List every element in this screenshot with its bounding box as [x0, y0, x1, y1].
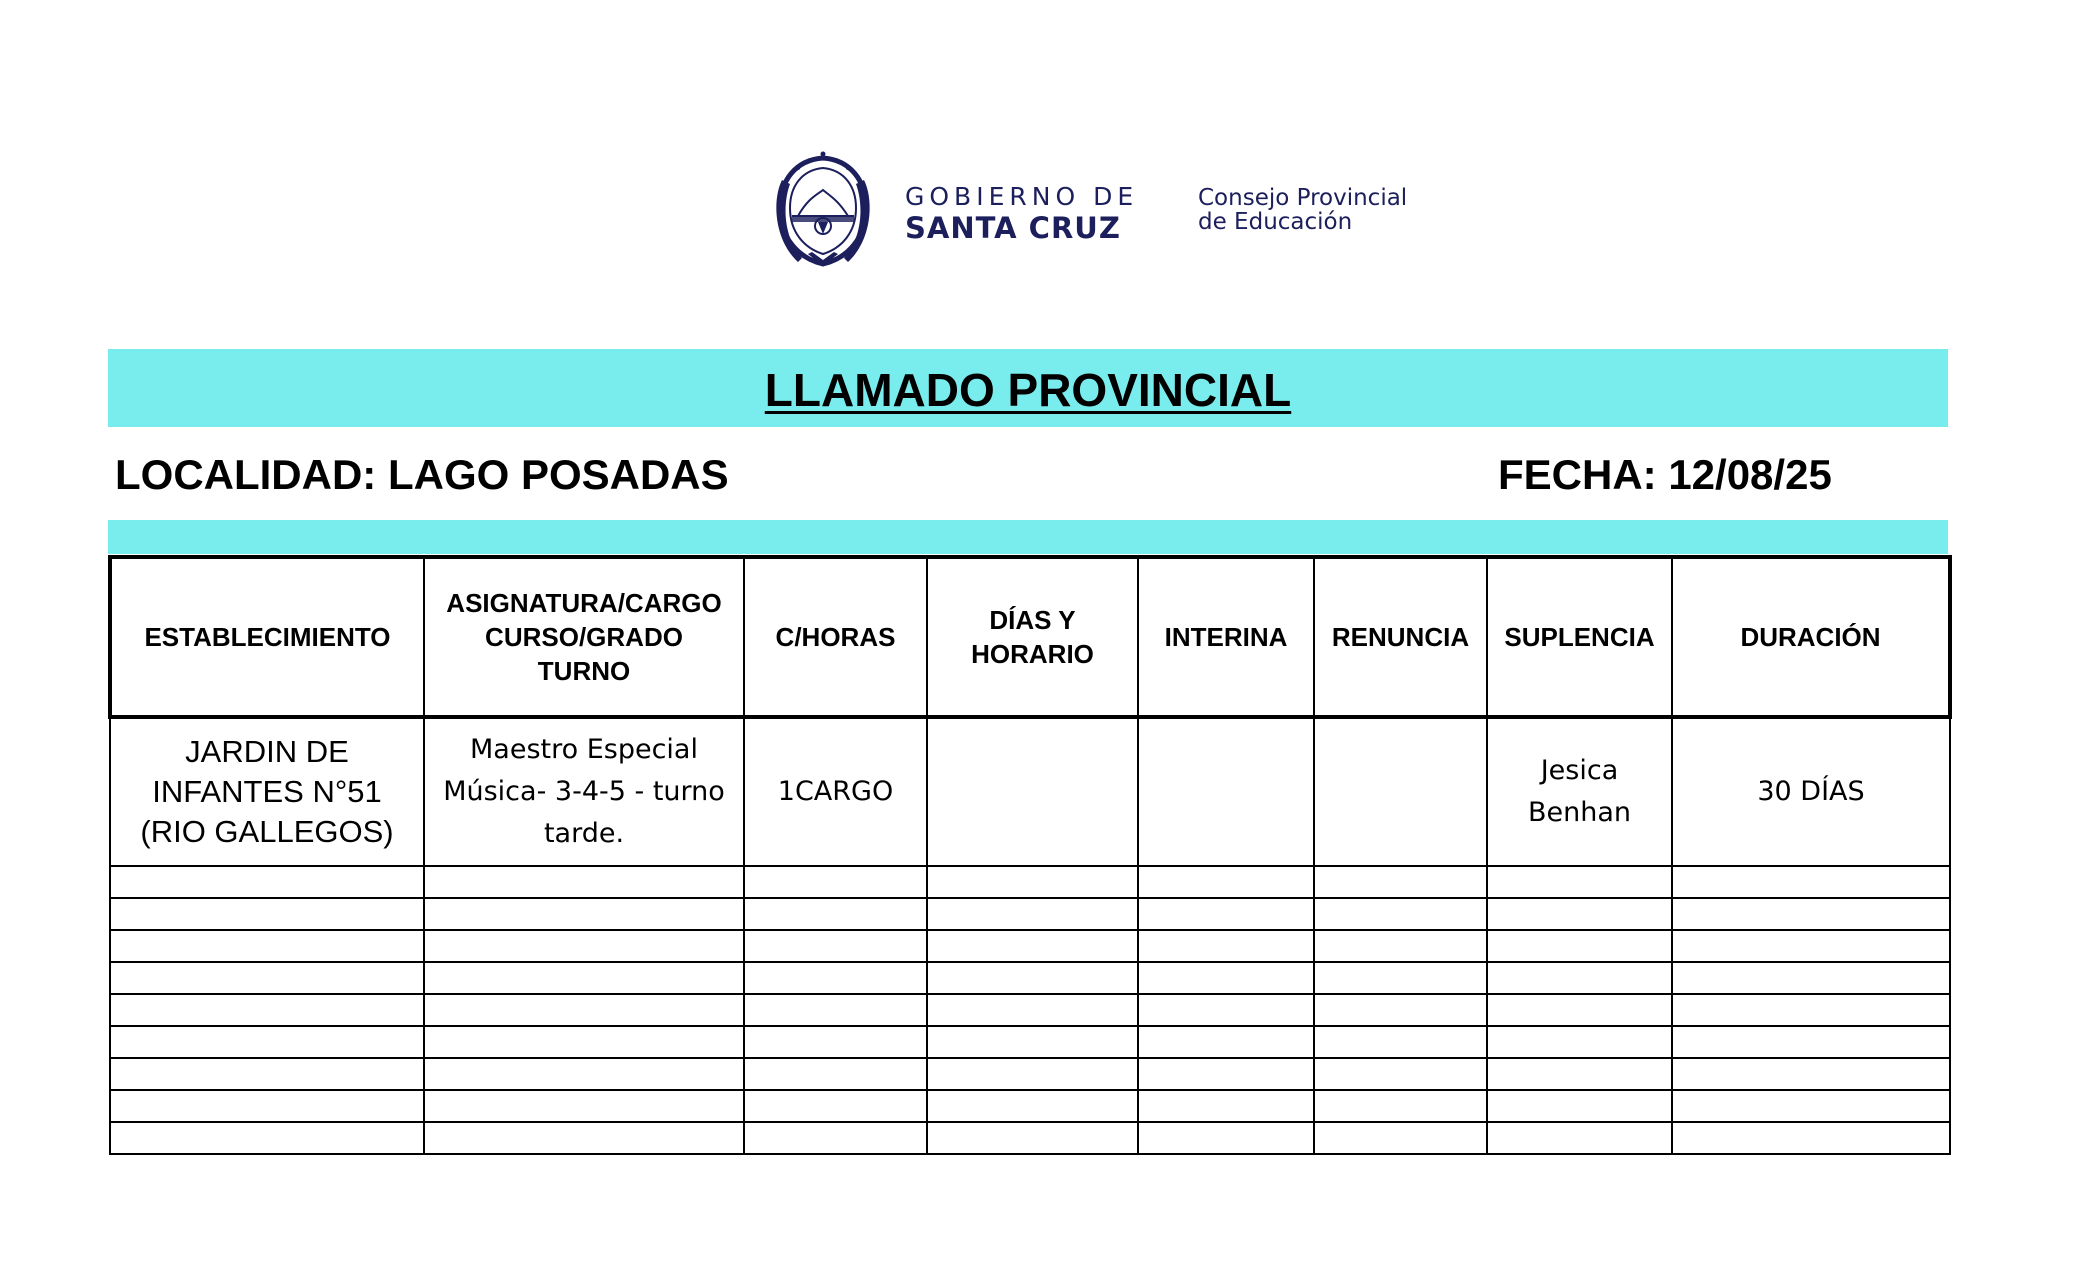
- empty-cell: [110, 866, 424, 898]
- empty-cell: [110, 898, 424, 930]
- council-name: [1198, 186, 1407, 234]
- empty-cell: [424, 898, 744, 930]
- empty-cell: [1314, 930, 1487, 962]
- table-header-row: [110, 557, 1950, 717]
- call-table: [108, 555, 1952, 1155]
- empty-cell: [744, 930, 927, 962]
- empty-cell: [110, 930, 424, 962]
- header-horas: C/HORAS: [744, 557, 927, 717]
- empty-cell: [744, 1026, 927, 1058]
- cell-suplencia: Jesica Benhan: [1487, 717, 1672, 866]
- empty-cell: [1138, 866, 1314, 898]
- empty-cell: [927, 866, 1138, 898]
- empty-cell: [927, 1058, 1138, 1090]
- empty-cell: [110, 1058, 424, 1090]
- empty-cell: [1138, 1122, 1314, 1154]
- separator-band: [108, 520, 1948, 554]
- empty-cell: [1487, 962, 1672, 994]
- empty-cell: [424, 994, 744, 1026]
- empty-cell: [1487, 898, 1672, 930]
- cell-interina: [1138, 717, 1314, 866]
- empty-cell: [1138, 930, 1314, 962]
- empty-table-row: [110, 1090, 1950, 1122]
- header-renuncia: RENUNCIA: [1314, 557, 1487, 717]
- cell-dias-horario: [927, 717, 1138, 866]
- council-line-2: de Educación: [1198, 209, 1353, 235]
- empty-cell: [927, 1122, 1138, 1154]
- empty-cell: [1314, 962, 1487, 994]
- date-label: FECHA: 12/08/25: [1498, 451, 1832, 498]
- empty-cell: [1672, 1122, 1950, 1154]
- empty-cell: [744, 866, 927, 898]
- gov-line-2: SANTA CRUZ: [905, 211, 1121, 245]
- cell-horas: 1CARGO: [744, 717, 927, 866]
- empty-cell: [110, 994, 424, 1026]
- empty-table-row: [110, 1058, 1950, 1090]
- empty-cell: [1672, 1026, 1950, 1058]
- empty-cell: [1487, 1122, 1672, 1154]
- empty-table-row: [110, 962, 1950, 994]
- empty-cell: [110, 1090, 424, 1122]
- cell-duracion: 30 DÍAS: [1672, 717, 1950, 866]
- council-line-1: Consejo Provincial: [1198, 185, 1408, 211]
- empty-cell: [1487, 930, 1672, 962]
- page-title: LLAMADO PROVINCIAL: [764, 364, 1292, 416]
- empty-cell: [1314, 1090, 1487, 1122]
- empty-cell: [1672, 930, 1950, 962]
- empty-cell: [1138, 898, 1314, 930]
- header-asignatura: ASIGNATURA/CARGO CURSO/GRADO TURNO: [424, 557, 744, 717]
- empty-cell: [927, 930, 1138, 962]
- empty-cell: [1672, 994, 1950, 1026]
- cell-establecimiento: JARDIN DE INFANTES N°51 (RIO GALLEGOS): [110, 717, 424, 866]
- empty-cell: [110, 1122, 424, 1154]
- header-suplencia: SUPLENCIA: [1487, 557, 1672, 717]
- empty-cell: [1138, 1090, 1314, 1122]
- empty-cell: [1314, 866, 1487, 898]
- empty-table-row: [110, 1122, 1950, 1154]
- empty-table-row: [110, 930, 1950, 962]
- empty-cell: [1314, 1122, 1487, 1154]
- empty-cell: [424, 866, 744, 898]
- empty-cell: [1314, 994, 1487, 1026]
- cell-renuncia: [1314, 717, 1487, 866]
- empty-cell: [1487, 994, 1672, 1026]
- empty-cell: [1672, 962, 1950, 994]
- header-dias-horario: DÍAS Y HORARIO: [927, 557, 1138, 717]
- empty-table-row: [110, 866, 1950, 898]
- title-band: [108, 349, 1948, 427]
- empty-cell: [110, 1026, 424, 1058]
- empty-cell: [424, 1026, 744, 1058]
- empty-cell: [744, 994, 927, 1026]
- cell-asignatura: Maestro Especial Música- 3-4-5 - turno tarde.: [424, 717, 744, 866]
- empty-cell: [1138, 1058, 1314, 1090]
- empty-table-row: [110, 994, 1950, 1026]
- empty-cell: [1314, 1058, 1487, 1090]
- empty-cell: [1314, 1026, 1487, 1058]
- table-row: [110, 717, 1950, 866]
- empty-cell: [1138, 1026, 1314, 1058]
- empty-cell: [927, 962, 1138, 994]
- government-name: [905, 182, 1138, 244]
- empty-cell: [424, 1058, 744, 1090]
- empty-table-row: [110, 898, 1950, 930]
- empty-cell: [1314, 898, 1487, 930]
- empty-cell: [1672, 1058, 1950, 1090]
- empty-cell: [424, 930, 744, 962]
- empty-cell: [1672, 866, 1950, 898]
- empty-cell: [1138, 962, 1314, 994]
- header-interina: INTERINA: [1138, 557, 1314, 717]
- empty-cell: [1672, 898, 1950, 930]
- empty-cell: [744, 1058, 927, 1090]
- locality-label: LOCALIDAD: LAGO POSADAS: [115, 451, 729, 498]
- empty-cell: [1487, 1026, 1672, 1058]
- header-establecimiento: ESTABLECIMIENTO: [110, 557, 424, 717]
- header-logo: [768, 150, 1488, 270]
- empty-cell: [927, 994, 1138, 1026]
- empty-cell: [927, 1090, 1138, 1122]
- empty-cell: [927, 898, 1138, 930]
- empty-cell: [744, 1122, 927, 1154]
- santa-cruz-seal-icon: [768, 150, 878, 270]
- empty-cell: [424, 1122, 744, 1154]
- empty-cell: [424, 1090, 744, 1122]
- empty-cell: [110, 962, 424, 994]
- empty-cell: [1138, 994, 1314, 1026]
- header-duracion: DURACIÓN: [1672, 557, 1950, 717]
- empty-cell: [424, 962, 744, 994]
- empty-cell: [1487, 866, 1672, 898]
- empty-cell: [1672, 1090, 1950, 1122]
- empty-cell: [1487, 1058, 1672, 1090]
- gov-line-1: GOBIERNO DE: [905, 182, 1139, 211]
- empty-cell: [744, 962, 927, 994]
- empty-cell: [1487, 1090, 1672, 1122]
- empty-cell: [927, 1026, 1138, 1058]
- empty-cell: [744, 898, 927, 930]
- empty-table-row: [110, 1026, 1950, 1058]
- empty-cell: [744, 1090, 927, 1122]
